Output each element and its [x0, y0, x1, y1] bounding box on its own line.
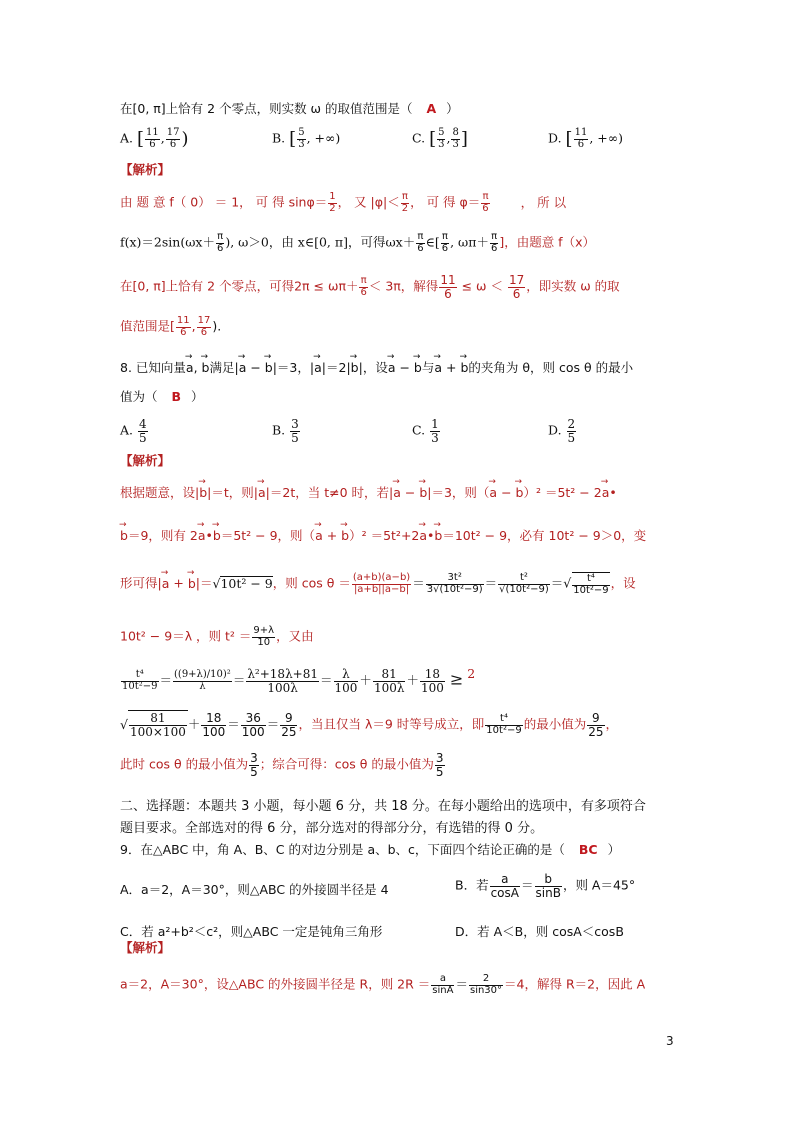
q9-option-d: D．若 A＜B，则 cosA＜cosB — [455, 924, 624, 939]
q9-option-a: A．a＝2，A＝30°，则△ABC 的外接圆半径是 4 — [120, 882, 389, 897]
q8-analysis-line5: $\frac{\text{t⁴}}{\text{10t²−9}}$ ＝ $\frac{\text{((9+λ)/10)²}}{\lambda}$ ＝ $\frac{\text{λ²+18λ+81}}{100\lambda}$ ＝ $\frac{\lambda}{100}$ ＋ $\frac{81}{100\lambda}$ ＋ $\frac{18}{100}$ ≥ 2 — [122, 666, 476, 695]
q9-analysis-line1: a＝2，A＝30°，设△ABC 的外接圆半径是 R，则 2R ＝ $\frac{a}{\sin A}$ ＝ $\frac{2}{\sin 30^\circ}$ ＝4，解得 R＝2，因此 A — [120, 973, 646, 996]
q8-answer: B — [171, 389, 182, 404]
q7-option-d: D. [ $\frac{11}{6}$ , +∞) — [548, 127, 624, 150]
q8-analysis-line3: 形可得|→ a + → b|＝√10t² − 9，则 cos θ ＝ $\frac{(a+b)(a-b)}{|a+b||a-b|}$ ＝ $\frac{\text{3t²}}{\text{3√(10t²−9)}}$ ＝ $\frac{\text{t²}}{\text{√(10t²−9)}}$ ＝√ $\frac{\text{t⁴}}{\text{10t²−9}}$ ，设 — [120, 572, 636, 596]
q8-analysis-line1: 根据题意，设|→ b|＝t，则|→ a|＝2t，当 t≠0 时，若|→ a − → b|＝3，则（→ a − → b）² ＝5t² − 2→ a• — [120, 487, 617, 500]
q9-stem-line: 9．在△ABC 中，角 A、B、C 的对边分别是 a、b、c，下面四个结论正确的是（ BC ） — [120, 842, 621, 857]
q7-analysis-line2: f(x)＝2sin(ωx＋ $\frac{\pi}{6}$ ), ω＞0，由 x∈[0, π]，可得ωx＋ $\frac{\pi}{6}$ ∈[ $\frac{\pi}{6}$ , ωπ＋ $\frac{\pi}{6}$ ]，由题意 f（x） — [120, 231, 595, 254]
section2-heading-line1: 二、选择题：本题共 3 小题，每小题 6 分，共 18 分。在每小题给出的选项中，有多项符合 — [120, 799, 646, 814]
q8-option-a: A. $\frac{4}{5}$ — [120, 417, 147, 445]
q9-answer: BC — [578, 842, 598, 857]
q8-option-d: D. $\frac{2}{5}$ — [548, 417, 576, 445]
q7-analysis-line4: 值范围是[ $\frac{11}{6}$ , $\frac{17}{6}$ ). — [120, 315, 222, 338]
q7-close: ） — [446, 101, 459, 116]
q8-stem-line1: 8. 已知向量→ a, → b满足|→ a − → b|＝3，|→ a|＝2|→ b|，设→ a − → b与→ a + → b的夹角为 θ，则 cos θ 的最小 — [120, 362, 633, 375]
q7-option-c: C. [ $\frac{5}{3}$ , $\frac{8}{3}$ ] — [412, 127, 468, 150]
q7-analysis-line1: 由 题 意 f（ 0） ＝ 1， 可 得 sinφ＝ $\frac{1}{2}$ ， 又 |φ|＜ $\frac{\pi}{2}$ ， 可 得 φ＝ $\frac{\pi}{6}$ ， 所 以 — [120, 191, 567, 214]
q7-option-a: A. [ $\frac{11}{6}$ , $\frac{17}{6}$ ) — [120, 127, 189, 150]
q8-option-b: B. $\frac{3}{5}$ — [272, 417, 299, 445]
q8-analysis-line6: √ $\frac{81}{100\times 100}$ ＋ $\frac{18}{100}$ ＝ $\frac{36}{100}$ ＝ $\frac{9}{25}$ ，当且仅当 λ＝9 时等号成立，即 $\frac{\text{t⁴}}{\text{10t²−9}}$ 的最小值为 $\frac{9}{25}$ ， — [120, 711, 619, 739]
q7-analysis-line3: 在[0, π]上恰有 2 个零点，可得2π ≤ ωπ＋ $\frac{\pi}{6}$ ＜ 3π，解得 $\frac{11}{6}$ ≤ ω ＜ $\frac{17}{6}$ ，即实数 ω 的取 — [120, 273, 620, 301]
q9-option-b: B．若 $\frac{a}{\cos A}$ ＝ $\frac{b}{\sin B}$ ，则 A＝45° — [455, 872, 636, 900]
q8-analysis-line4: 10t² − 9＝λ ，则 t² ＝ $\frac{9+\lambda}{10}$ ，又由 — [120, 625, 314, 648]
page-number: 3 — [666, 1034, 674, 1048]
q8-analysis-line2: → b＝9，则有 2→ a•→ b＝5t² − 9，则（→ a + → b）² ＝5t²+2→ a•→ b＝10t² − 9，必有 10t² − 9＞0，变 — [120, 530, 646, 543]
q8-option-c: C. $\frac{1}{3}$ — [412, 417, 439, 445]
q9-option-c: C．若 a²+b²＜c²，则△ABC 一定是钝角三角形 — [120, 924, 383, 939]
q8-stem-line2: 值为（ B ） — [120, 389, 204, 404]
q7-option-b: B. [ $\frac{5}{3}$ , +∞) — [272, 127, 341, 150]
q9-analysis-header: 【解析】 — [120, 940, 171, 955]
q8-analysis-header: 【解析】 — [120, 453, 171, 468]
q7-stem-line — [120, 103, 459, 116]
q7-analysis-header: 【解析】 — [120, 162, 171, 177]
q7-stem: 在[0, π]上恰有 2 个零点，则实数 ω 的取值范围是（ — [120, 101, 413, 116]
q7-answer: A — [426, 101, 437, 116]
q8-analysis-line7: 此时 cos θ 的最小值为 $\frac{3}{5}$ ；综合可得：cos θ 的最小值为 $\frac{3}{5}$ — [120, 751, 444, 779]
section2-heading-line2: 题目要求。全部选对的得 6 分，部分选对的得部分分，有选错的得 0 分。 — [120, 821, 544, 836]
